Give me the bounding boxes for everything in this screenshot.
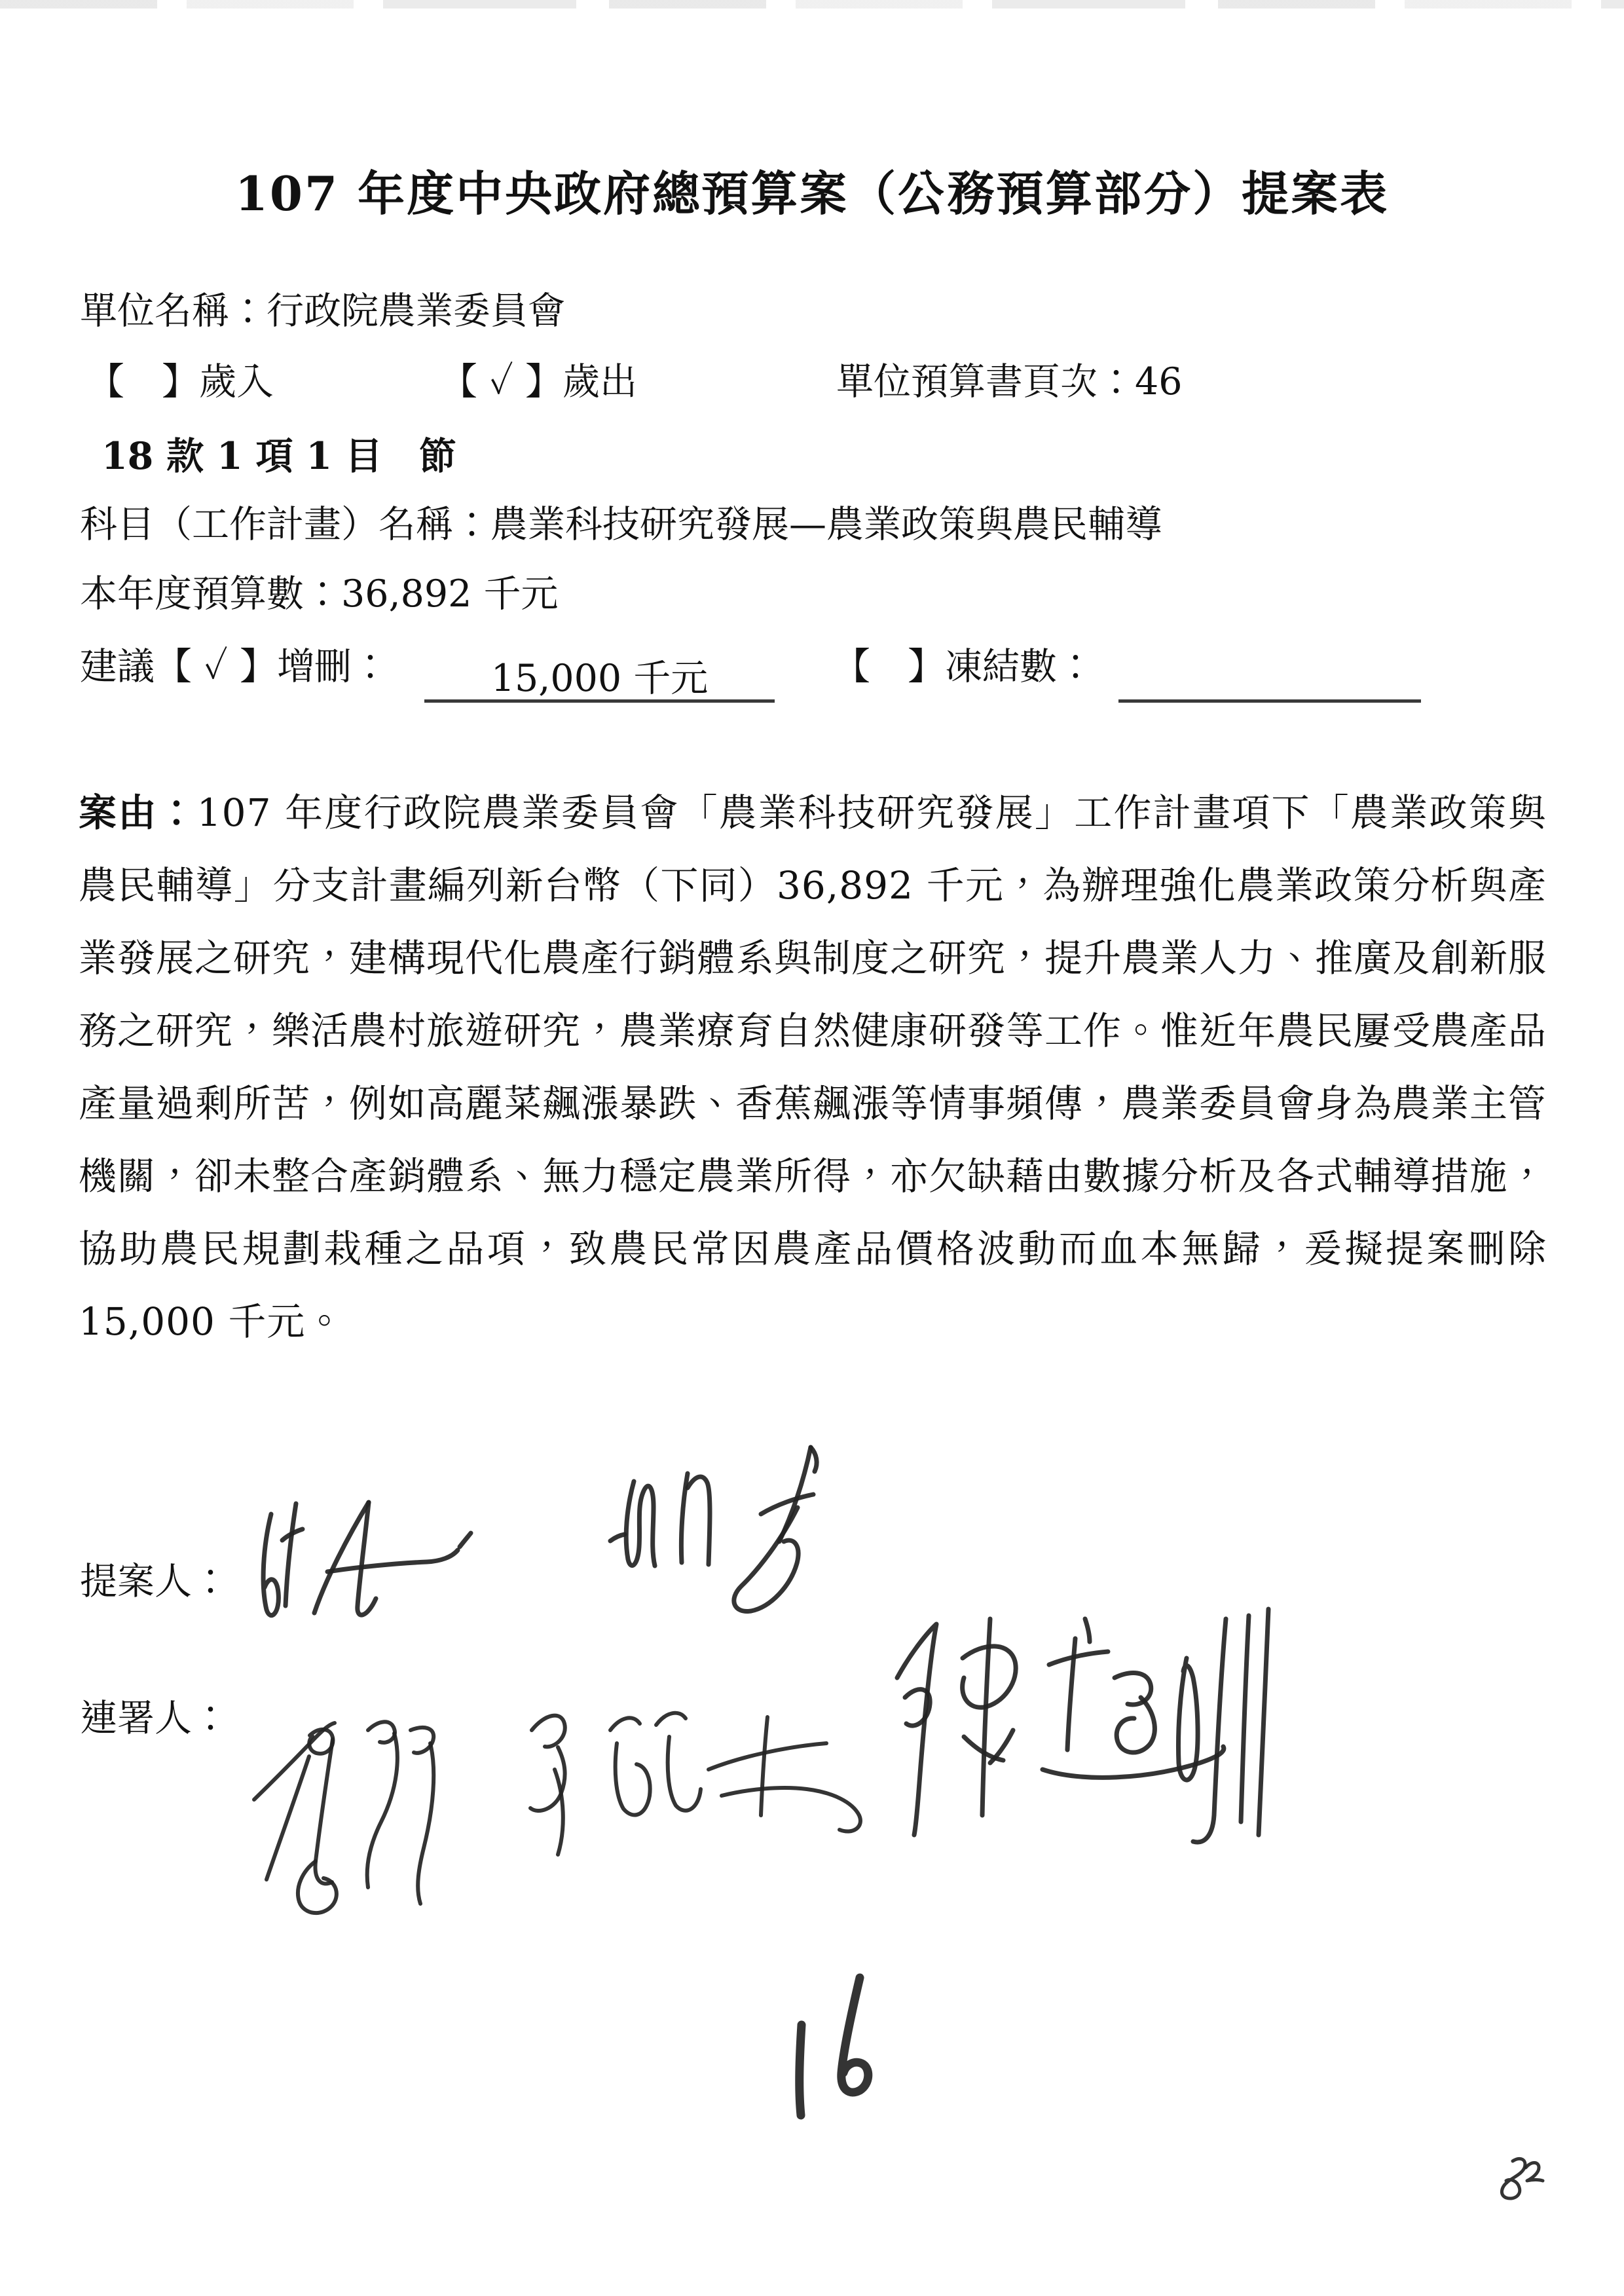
- case-body-text: 107 年度行政院農業委員會「農業科技研究發展」工作計畫項下「農業政策與農民輔導」分支計畫編列新台幣（下同）36,892 千元，為辦理強化農業政策分析與產業發展之研究，建構現代化農產行銷體系與制度之研究，提升農業人力、推廣及創新服務之研究，樂活農村旅遊研究，農業療育自然健康研發等工作。惟近年農民屢受農產品產量過剩所苦，例如高麗菜飆漲暴跌、香蕉飆漲等情事頻傳，農業委員會身為農業主管機關，卻未整合產銷體系、無力穩定農業所得，亦欠缺藉由數據分析及各式輔導措施，協助農民規劃栽種之品項，致農民常因農產品價格波動而血本無歸，爰擬提案刪除 15,000 千元。: [79, 790, 1547, 1344]
- case-description-paragraph: [79, 777, 1547, 1358]
- cosigner-signature-2: [501, 1693, 874, 1883]
- freeze-amount-blank: [1118, 648, 1421, 703]
- classification-line: 18 款 1 項 1 目: [101, 434, 382, 478]
- budget-book-page-number: 單位預算書頁次：46: [836, 360, 1183, 403]
- revenue-checkbox: 【 】歲入: [87, 360, 274, 403]
- proposer-label: 提案人：: [80, 1560, 229, 1603]
- handwritten-page-number-82: [1480, 2148, 1545, 2207]
- proposal-amount-underlined: 15,000 千元: [424, 648, 775, 703]
- cosigner-signature-3: [881, 1595, 1280, 1850]
- freeze-checkbox-label: 【 】凍結數：: [833, 645, 1094, 688]
- cosigner-label: 連署人：: [80, 1697, 229, 1740]
- subject-line: 科目（工作計畫）名稱：農業科技研究發展—農業政策與農民輔導: [80, 503, 1162, 546]
- proposer-signature-2: [602, 1437, 848, 1621]
- handwritten-number-16: [786, 1965, 891, 2128]
- cosigner-signature-1: [246, 1706, 462, 1929]
- case-label: 案由：: [79, 790, 197, 835]
- proposal-prefix-checked: 建議【 ✓ 】增刪：: [80, 645, 390, 688]
- scanner-noise-top: [0, 0, 1624, 9]
- page-title: 107 年度中央政府總預算案（公務預算部分）提案表: [234, 166, 1390, 221]
- classification-section-label: 節: [419, 434, 456, 478]
- unit-name-line: 單位名稱：行政院農業委員會: [80, 289, 565, 333]
- expenditure-checkbox-checked: 【 ✓ 】歲出: [440, 360, 638, 403]
- current-year-budget-line: 本年度預算數：36,892 千元: [80, 572, 559, 616]
- proposer-signature-1: [255, 1487, 478, 1637]
